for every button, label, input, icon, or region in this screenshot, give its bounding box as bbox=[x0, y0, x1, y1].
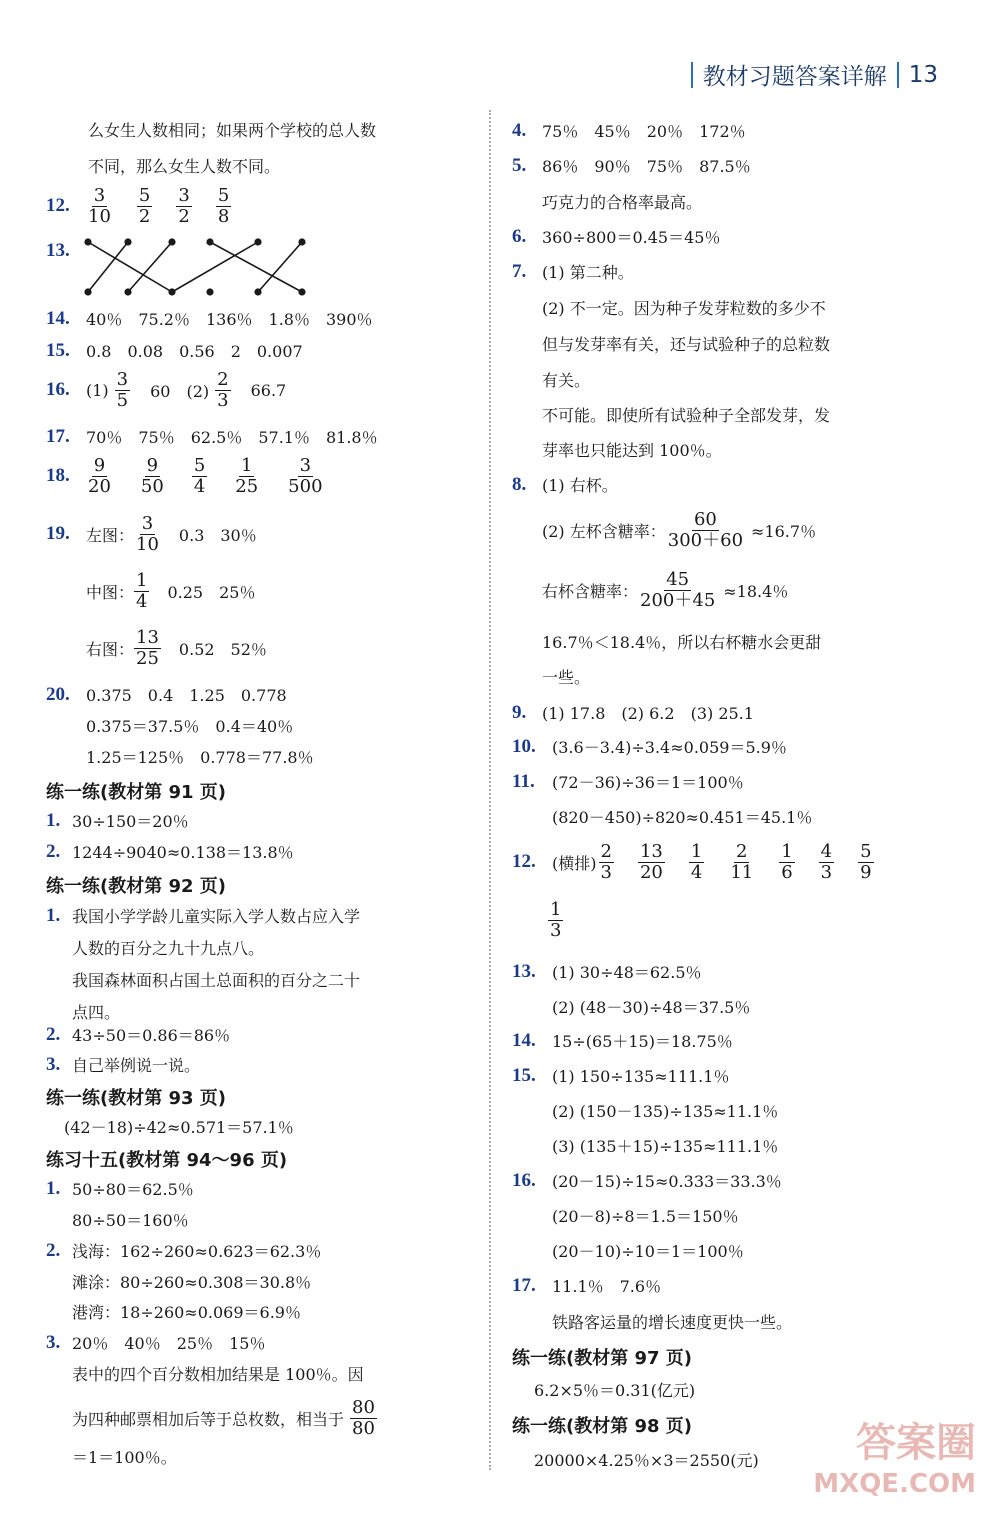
numerator: 3 bbox=[141, 513, 154, 534]
denominator: 3 bbox=[550, 919, 562, 941]
answer-text: 40％ 75.2％ 136％ 1.8％ 390％ bbox=[86, 310, 373, 329]
denominator: 500 bbox=[288, 475, 323, 497]
text-line bbox=[548, 900, 569, 941]
text-line: 6.2×5％＝0.31(亿元) bbox=[534, 1381, 696, 1400]
exercise-1 bbox=[46, 1177, 194, 1200]
numerator: 3 bbox=[116, 369, 129, 390]
answer-text: (20－15)÷15≈0.333＝33.3％ bbox=[552, 1172, 782, 1191]
numerator: 5 bbox=[860, 841, 872, 862]
numerator: 3 bbox=[299, 455, 312, 476]
question-number: 14. bbox=[512, 1029, 536, 1051]
exercise-1 bbox=[46, 904, 360, 927]
question-20 bbox=[46, 683, 287, 706]
question-number: 9. bbox=[512, 701, 527, 723]
answer-text: 15÷(65＋15)＝18.75％ bbox=[552, 1032, 733, 1051]
numerator: 80 bbox=[352, 1397, 375, 1418]
denominator: 4 bbox=[690, 861, 703, 883]
question-7 bbox=[512, 260, 634, 283]
denominator: 25 bbox=[235, 475, 259, 497]
denominator: 80 bbox=[352, 1417, 375, 1439]
answer-text: (1) 右杯。 bbox=[542, 476, 618, 495]
text-line: 巧克力的合格率最高。 bbox=[542, 193, 703, 212]
numerator: 5 bbox=[193, 455, 206, 476]
denominator: 3 bbox=[217, 389, 229, 411]
text-line: 但与发芽率有关，还与试验种子的总粒数 bbox=[542, 335, 831, 354]
denominator: 3 bbox=[820, 861, 833, 883]
question-8 bbox=[512, 473, 618, 496]
question-number: 2. bbox=[46, 1239, 61, 1261]
question-18 bbox=[46, 456, 331, 497]
denominator: 20 bbox=[639, 861, 663, 883]
column-divider bbox=[489, 110, 491, 1470]
question-number: 1. bbox=[46, 809, 61, 831]
question-number: 3. bbox=[46, 1053, 61, 1075]
watermark-url: MXQE.COM bbox=[813, 1469, 976, 1499]
answer-text: 我国小学学龄儿童实际入学人数占应入学 bbox=[72, 907, 361, 926]
answer-text: 43÷50＝0.86＝86％ bbox=[72, 1026, 231, 1045]
section-heading: 练一练(教材第 92 页) bbox=[46, 876, 227, 897]
answer-text: (1) 第二种。 bbox=[542, 263, 634, 282]
question-number: 4. bbox=[512, 119, 527, 141]
text-line: ＝1＝100％。 bbox=[72, 1448, 177, 1467]
text-line: 20000×4.25％×3＝2550(元) bbox=[534, 1451, 759, 1470]
question-6 bbox=[512, 225, 720, 248]
answer-label: 右图： bbox=[86, 639, 135, 659]
question-number: 1. bbox=[46, 904, 61, 926]
answer-text: 0.25 25％ bbox=[167, 582, 256, 602]
text-line: 芽率也只能达到 100％。 bbox=[542, 441, 722, 460]
answer-text: 20％ 40％ 25％ 15％ bbox=[72, 1334, 266, 1353]
denominator: 8 bbox=[217, 205, 230, 227]
text-line: 有关。 bbox=[542, 371, 591, 390]
section-heading: 练一练(教材第 91 页) bbox=[46, 782, 227, 803]
answer-text: 为四种邮票相加后等于总枚数，相当于 bbox=[72, 1409, 345, 1429]
question-16 bbox=[46, 370, 286, 411]
question-number: 13. bbox=[46, 240, 70, 261]
answer-text: ≈16.7％ bbox=[751, 521, 817, 541]
question-12 bbox=[46, 186, 237, 227]
answer-text: (1) bbox=[86, 380, 109, 400]
answer-text: (3.6－3.4)÷3.4≈0.059＝5.9％ bbox=[552, 738, 787, 757]
numerator: 1 bbox=[690, 841, 703, 862]
question-13 bbox=[46, 240, 70, 262]
denominator: 200＋45 bbox=[640, 589, 716, 611]
section-heading: 练一练(教材第 93 页) bbox=[46, 1088, 227, 1109]
question-number: 11. bbox=[512, 770, 535, 792]
question-15 bbox=[46, 339, 303, 362]
question-11 bbox=[512, 770, 744, 793]
numerator: 13 bbox=[639, 841, 663, 862]
answer-label: (2) 左杯含糖率： bbox=[542, 521, 666, 541]
header-bar bbox=[897, 62, 899, 88]
section-heading: 练一练(教材第 97 页) bbox=[512, 1348, 693, 1369]
numerator: 3 bbox=[93, 185, 106, 206]
answer-text: (72－36)÷36＝1＝100％ bbox=[552, 773, 744, 792]
answer-text: 11.1％ 7.6％ bbox=[552, 1277, 662, 1296]
question-16 bbox=[512, 1169, 782, 1192]
question-number: 16. bbox=[512, 1169, 536, 1191]
exercise-2 bbox=[46, 1023, 230, 1046]
question-19-row-2 bbox=[86, 571, 255, 612]
question-number: 13. bbox=[512, 960, 536, 982]
answer-label: (横排) bbox=[552, 853, 597, 873]
text-line: 表中的四个百分数相加结果是 100％。因 bbox=[72, 1365, 364, 1384]
question-number: 17. bbox=[46, 425, 70, 447]
numerator: 1 bbox=[240, 455, 253, 476]
numerator: 2 bbox=[217, 369, 229, 390]
page-header bbox=[681, 58, 938, 91]
answer-text: 66.7 bbox=[250, 380, 287, 400]
answer-text: 86％ 90％ 75％ 87.5％ bbox=[542, 157, 751, 176]
question-number: 8. bbox=[512, 473, 527, 495]
text-line: (42－18)÷42≈0.571＝57.1％ bbox=[64, 1118, 294, 1137]
question-number: 7. bbox=[512, 260, 527, 282]
question-17 bbox=[512, 1274, 661, 1297]
header-title: 教材习题答案详解 bbox=[702, 64, 887, 90]
answer-text: 75％ 45％ 20％ 172％ bbox=[542, 122, 746, 141]
text-line: 港湾：18÷260≈0.069＝6.9％ bbox=[72, 1303, 301, 1322]
answer-label: 右杯含糖率： bbox=[542, 581, 639, 601]
denominator: 50 bbox=[140, 475, 164, 497]
denominator: 10 bbox=[88, 205, 111, 227]
question-number: 18. bbox=[46, 465, 70, 487]
question-number: 19. bbox=[46, 523, 70, 545]
numerator: 45 bbox=[666, 569, 690, 590]
text-line bbox=[542, 570, 788, 611]
question-number: 12. bbox=[512, 851, 536, 873]
question-number: 15. bbox=[46, 339, 70, 361]
answer-text: (1) 17.8 (2) 6.2 (3) 25.1 bbox=[542, 704, 754, 723]
text-line: (20－8)÷8＝1.5＝150％ bbox=[552, 1207, 739, 1226]
answer-text: 0.52 52％ bbox=[178, 639, 267, 659]
answer-label: 中图： bbox=[86, 582, 135, 602]
matching-lines-diagram bbox=[80, 234, 310, 298]
denominator: 3 bbox=[600, 861, 612, 883]
denominator: 2 bbox=[178, 205, 190, 227]
denominator: 300＋60 bbox=[667, 529, 744, 551]
text-line: (820－450)÷820≈0.451＝45.1％ bbox=[552, 808, 813, 827]
exercise-3 bbox=[46, 1053, 200, 1076]
answer-text: ≈18.4％ bbox=[723, 581, 789, 601]
denominator: 10 bbox=[136, 533, 159, 555]
question-number: 14. bbox=[46, 307, 70, 329]
numerator: 5 bbox=[138, 185, 151, 206]
question-19-row-3 bbox=[86, 628, 267, 669]
question-number: 6. bbox=[512, 225, 527, 247]
question-number: 2. bbox=[46, 1023, 61, 1045]
numerator: 9 bbox=[146, 455, 159, 476]
answer-text: (1) 30÷48＝62.5％ bbox=[552, 963, 702, 982]
text-line: (2) (150－135)÷135≈11.1％ bbox=[552, 1102, 779, 1121]
question-number: 5. bbox=[512, 154, 527, 176]
text-line: 铁路客运量的增长速度更快一些。 bbox=[552, 1313, 793, 1332]
denominator: 20 bbox=[88, 475, 111, 497]
question-number: 15. bbox=[512, 1064, 536, 1086]
question-10 bbox=[512, 735, 787, 758]
answer-text: 70％ 75％ 62.5％ 57.1％ 81.8％ bbox=[86, 428, 378, 447]
answer-text: (1) 150÷135≈111.1％ bbox=[552, 1067, 730, 1086]
text-line: (2) (48－30)÷48＝37.5％ bbox=[552, 998, 751, 1017]
question-14 bbox=[512, 1029, 733, 1052]
question-13 bbox=[512, 960, 702, 983]
watermark-logo bbox=[810, 1403, 980, 1508]
exercise-2 bbox=[46, 840, 294, 863]
question-number: 10. bbox=[512, 735, 536, 757]
question-number: 16. bbox=[46, 379, 70, 401]
numerator: 4 bbox=[820, 841, 833, 862]
answer-label: 左图： bbox=[86, 525, 135, 545]
text-line: (2) 不一定。因为种子发芽粒数的多少不 bbox=[542, 299, 826, 318]
denominator: 4 bbox=[136, 590, 148, 612]
text-line: (20－10)÷10＝1＝100％ bbox=[552, 1242, 744, 1261]
denominator: 2 bbox=[138, 205, 151, 227]
numerator: 1 bbox=[781, 841, 793, 862]
section-heading: 练一练(教材第 98 页) bbox=[512, 1416, 693, 1437]
question-12 bbox=[512, 842, 880, 883]
text-line: 不同，那么女生人数不同。 bbox=[88, 157, 281, 176]
text-line: 不可能。即使所有试验种子全部发芽，发 bbox=[542, 406, 831, 425]
question-number: 12. bbox=[46, 195, 70, 217]
question-number: 3. bbox=[46, 1331, 61, 1353]
denominator: 9 bbox=[860, 861, 872, 883]
question-number: 2. bbox=[46, 840, 61, 862]
text-line: 一些。 bbox=[542, 668, 591, 687]
exercise-2 bbox=[46, 1239, 321, 1262]
denominator: 5 bbox=[116, 389, 129, 411]
numerator: 9 bbox=[93, 455, 106, 476]
question-19 bbox=[46, 514, 257, 555]
numerator: 2 bbox=[736, 841, 748, 862]
text-line bbox=[72, 1398, 383, 1439]
text-line: 1.25＝125％ 0.778＝77.8％ bbox=[86, 748, 314, 767]
text-line: 滩涂：80÷260≈0.308＝30.8％ bbox=[72, 1273, 312, 1292]
answer-text: 0.375 0.4 1.25 0.778 bbox=[86, 686, 287, 705]
text-line: 16.7％＜18.4％，所以右杯糖水会更甜 bbox=[542, 633, 822, 652]
answer-text: 浅海：162÷260≈0.623＝62.3％ bbox=[72, 1242, 322, 1261]
question-15 bbox=[512, 1064, 729, 1087]
answer-text: 50÷80＝62.5％ bbox=[72, 1180, 194, 1199]
question-number: 17. bbox=[512, 1274, 536, 1296]
text-line: 0.375＝37.5％ 0.4＝40％ bbox=[86, 717, 294, 736]
numerator: 1 bbox=[136, 570, 148, 591]
exercise-3 bbox=[46, 1331, 265, 1354]
answer-text: 60 (2) bbox=[150, 381, 210, 401]
denominator: 25 bbox=[136, 647, 159, 669]
numerator: 5 bbox=[217, 185, 230, 206]
question-9 bbox=[512, 701, 754, 724]
answer-text: 自己举例说一说。 bbox=[72, 1056, 201, 1075]
question-5 bbox=[512, 154, 751, 177]
question-17 bbox=[46, 425, 378, 448]
answer-text: 0.3 30％ bbox=[178, 525, 257, 545]
text-line: 80÷50＝160％ bbox=[72, 1211, 189, 1230]
question-14 bbox=[46, 307, 373, 330]
denominator: 11 bbox=[730, 861, 754, 883]
denominator: 4 bbox=[193, 475, 206, 497]
answer-text: 30÷150＝20％ bbox=[72, 812, 189, 831]
text-line: 点四。 bbox=[72, 1003, 121, 1022]
numerator: 2 bbox=[600, 841, 612, 862]
numerator: 13 bbox=[136, 627, 159, 648]
text-line bbox=[542, 510, 816, 551]
header-bar bbox=[691, 62, 693, 88]
watermark-text: 答案圈 bbox=[856, 1420, 976, 1466]
numerator: 60 bbox=[693, 509, 717, 530]
text-line: 人数的百分之九十九点八。 bbox=[72, 939, 265, 958]
question-number: 1. bbox=[46, 1177, 61, 1199]
numerator: 3 bbox=[178, 185, 190, 206]
text-line: 我国森林面积占国土总面积的百分之二十 bbox=[72, 971, 361, 990]
section-heading: 练习十五(教材第 94～96 页) bbox=[46, 1150, 288, 1171]
answer-text: 1244÷9040≈0.138＝13.8％ bbox=[72, 843, 294, 862]
question-number: 20. bbox=[46, 683, 70, 705]
answer-text: 0.8 0.08 0.56 2 0.007 bbox=[86, 342, 303, 361]
numerator: 1 bbox=[550, 899, 562, 920]
question-4 bbox=[512, 119, 746, 142]
answer-text: 360÷800＝0.45＝45％ bbox=[542, 228, 721, 247]
exercise-1 bbox=[46, 809, 189, 832]
denominator: 6 bbox=[781, 861, 793, 883]
page-number: 13 bbox=[908, 61, 938, 88]
text-line: (3) (135＋15)÷135≈111.1％ bbox=[552, 1137, 779, 1156]
text-line: 么女生人数相同；如果两个学校的总人数 bbox=[88, 121, 377, 140]
